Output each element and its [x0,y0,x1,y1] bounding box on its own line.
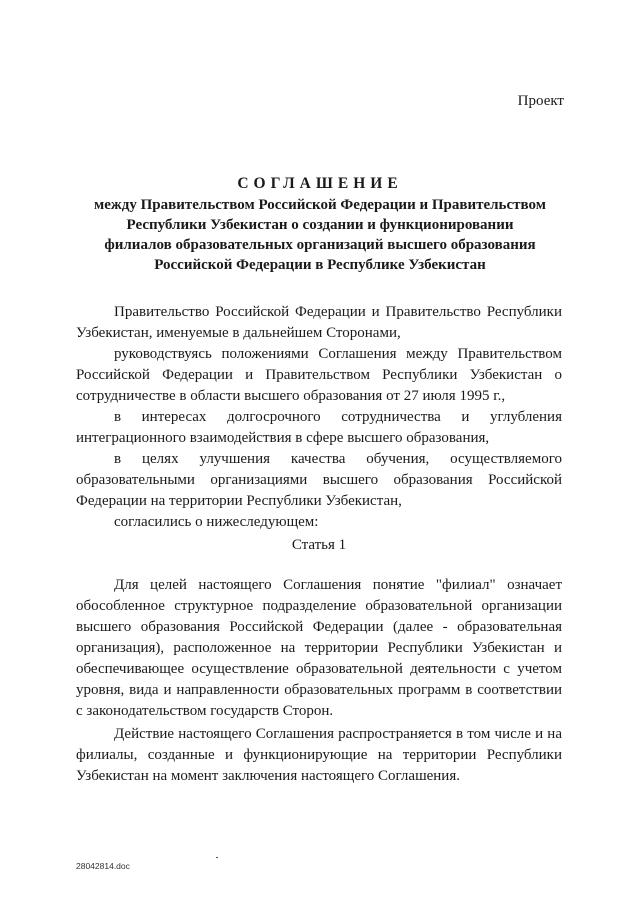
preamble-paragraph: Правительство Российской Федерации и Правительство Республики Узбекистан, именуемые в дальнейшем Сторонами, [76,304,562,341]
article-paragraph: Действие настоящего Соглашения распространяется в том числе и на филиалы, созданные и функционирующие на территории Республики Узбекистан на момент заключения настоящего Соглашения. [76,726,562,784]
preamble [76,302,562,533]
preamble-paragraph: руководствуясь положениями Соглашения между Правительством Российской Федерации и Правительством Республики Узбекистан о сотрудничестве в области высшего образования от 27 июля 1995 г., [76,346,562,404]
document-code: 28042814.doc [76,861,130,871]
preamble-paragraph: согласились о нижеследующем: [114,514,319,530]
article-body [76,575,562,787]
article-heading: Статья 1 [291,537,347,553]
title-line: Российской Федерации в Республике Узбекистан [154,257,486,273]
preamble-paragraph: в интересах долгосрочного сотрудничества и углубления интеграционного взаимодействия в сфере высшего образования, [76,409,562,446]
title-main: СОГЛАШЕНИЕ [237,175,403,192]
draft-label: Проект [517,93,564,109]
title-line: между Правительством Российской Федерации и Правительством [94,197,546,213]
agreement-title [60,174,580,275]
title-line: филиалов образовательных организаций высшего образования [104,237,536,253]
title-line: Республики Узбекистан о создании и функционировании [126,217,514,233]
scan-mark [216,857,218,858]
preamble-paragraph: в целях улучшения качества обучения, осуществляемого образовательными организациями высшего образования Российской Федерации на территории Республики Узбекистан, [76,451,562,509]
article-paragraph: Для целей настоящего Соглашения понятие "филиал" означает обособленное структурное подразделение образовательной организации высшего образования Российской Федерации (далее - образовательная организация), расположенное на территории Республики Узбекистан и обеспечивающее осуществление образовательной деятельности с учетом уровня, вида и направленности образовательных программ в соответствии с законодательством государств Сторон. [76,577,562,719]
